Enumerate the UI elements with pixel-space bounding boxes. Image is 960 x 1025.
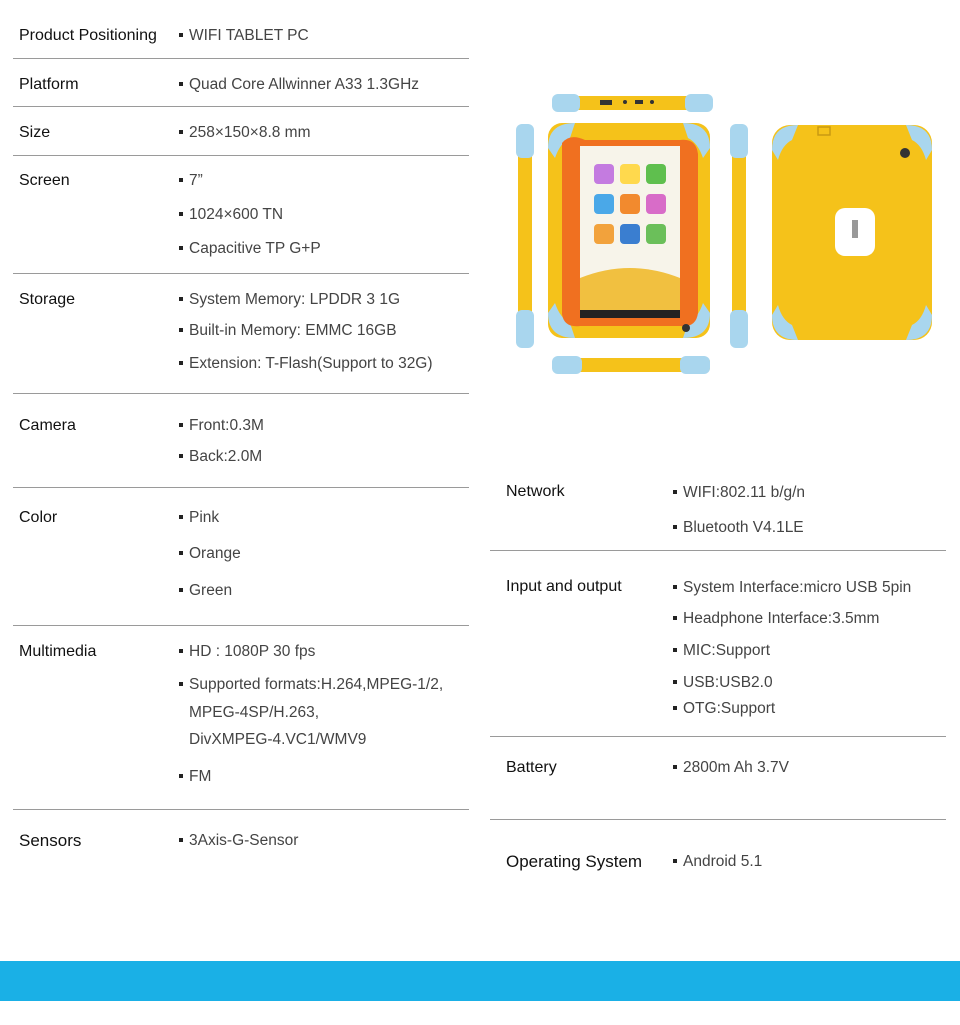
spec-value: HD : 1080P 30 fps: [179, 643, 315, 661]
spec-value: Quad Core Allwinner A33 1.3GHz: [179, 76, 419, 94]
spec-value: 3Axis-G-Sensor: [179, 832, 298, 850]
kids-tablet-illustration-icon: [500, 88, 950, 388]
spec-value: WIFI TABLET PC: [179, 27, 309, 45]
spec-label: Size: [19, 124, 51, 141]
spec-value: Headphone Interface:3.5mm: [673, 610, 879, 628]
spec-label: Network: [506, 483, 565, 500]
spec-label: Sensors: [19, 831, 82, 850]
spec-value: Capacitive TP G+P: [179, 240, 321, 258]
accent-bar: [0, 961, 960, 1001]
divider: [13, 155, 469, 156]
spec-value: Green: [179, 582, 232, 600]
spec-value: Supported formats:H.264,MPEG-1/2,: [179, 676, 443, 694]
spec-value: Bluetooth V4.1LE: [673, 519, 804, 537]
spec-label: Platform: [19, 76, 79, 93]
spec-value: MIC:Support: [673, 642, 770, 660]
spec-label: Battery: [506, 759, 557, 776]
spec-value: System Memory: LPDDR 3 1G: [179, 291, 400, 309]
spec-label: Storage: [19, 291, 76, 308]
spec-value: Orange: [179, 545, 241, 563]
spec-value: 1024×600 TN: [179, 206, 283, 224]
spec-value-continued: DivXMPEG-4.VC1/WMV9: [189, 731, 367, 748]
divider: [13, 58, 469, 59]
spec-label: Color: [19, 509, 58, 526]
divider: [490, 550, 946, 551]
spec-value: System Interface:micro USB 5pin: [673, 579, 911, 597]
spec-value: WIFI:802.11 b/g/n: [673, 484, 805, 502]
spec-label: Input and output: [506, 578, 622, 595]
divider: [13, 106, 469, 107]
spec-value: USB:USB2.0: [673, 674, 773, 692]
spec-label: Camera: [19, 417, 76, 434]
spec-value: Pink: [179, 509, 219, 527]
divider: [13, 809, 469, 810]
divider: [490, 736, 946, 737]
spec-value: 258×150×8.8 mm: [179, 124, 311, 142]
spec-value-continued: MPEG-4SP/H.263,: [189, 704, 320, 721]
divider: [490, 819, 946, 820]
spec-label: Operating System: [506, 852, 643, 871]
divider: [13, 393, 469, 394]
spec-value: OTG:Support: [673, 700, 775, 718]
divider: [13, 487, 469, 488]
spec-label: Product Positioning: [19, 27, 157, 44]
spec-value: FM: [179, 768, 211, 786]
spec-value: 2800m Ah 3.7V: [673, 759, 789, 777]
spec-value: Front:0.3M: [179, 417, 264, 435]
spec-value: Built-in Memory: EMMC 16GB: [179, 322, 397, 340]
divider: [13, 625, 469, 626]
spec-label: Screen: [19, 172, 70, 189]
divider: [13, 273, 469, 274]
spec-value: Extension: T-Flash(Support to 32G): [179, 355, 433, 373]
spec-value: Android 5.1: [673, 853, 762, 871]
spec-value: Back:2.0M: [179, 448, 262, 466]
spec-label: Multimedia: [19, 643, 97, 660]
spec-value: 7”: [179, 172, 203, 190]
